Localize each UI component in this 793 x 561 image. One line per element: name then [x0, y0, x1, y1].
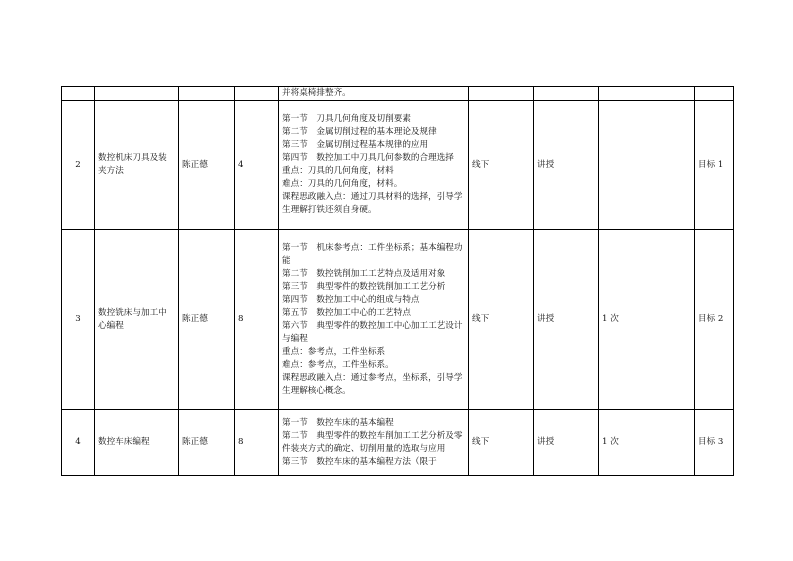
- content-cell: [279, 230, 469, 410]
- chapter-title-cell: [95, 87, 179, 101]
- table-row: [62, 101, 734, 230]
- table-row: [62, 87, 734, 101]
- content-cell: [279, 101, 469, 230]
- content-line: 第一节 机床参考点：工件坐标系；基本编程功能: [282, 242, 463, 266]
- content-line: 第四节 数控加工中心的组成与特点: [282, 294, 420, 305]
- content-line: 第六节 典型零件的数控加工中心加工工艺设计与编程: [282, 320, 463, 344]
- experiment-cell: 1 次: [599, 410, 695, 476]
- teacher-cell: 陈正德: [179, 410, 235, 476]
- table-body: [62, 87, 734, 476]
- teacher-cell: 陈正德: [179, 101, 235, 230]
- content-line: 第一节 数控车床的基本编程: [282, 417, 394, 428]
- row-number-cell: 4: [62, 410, 95, 476]
- content-line: 第三节 典型零件的数控铣削加工工艺分析: [282, 281, 446, 292]
- target-cell: 目标 2: [695, 230, 734, 410]
- course-schedule-table: [61, 86, 734, 476]
- teaching-method-cell: 讲授: [534, 410, 599, 476]
- target-cell: 目标 1: [695, 101, 734, 230]
- content-line: 第二节 典型零件的数控车削加工工艺分析及零件装夹方式的确定、切削用量的选取与应用: [282, 430, 463, 454]
- content-line: 重点：刀具的几何角度，材料: [282, 166, 394, 176]
- content-line: 重点：参考点，工件坐标系: [282, 346, 386, 357]
- target-cell: [695, 87, 734, 101]
- content-line: 第五节 数控加工中心的工艺特点: [282, 307, 411, 318]
- chapter-title-cell: 数控铣床与加工中心编程: [95, 230, 179, 410]
- content-cell: [279, 87, 469, 101]
- content-line: 第一节 刀具几何角度及切削要素: [282, 114, 411, 124]
- content-line: 课程思政融入点：通过刀具材料的选择，引导学生理解打铁还须自身硬。: [282, 192, 463, 215]
- target-cell: 目标 3: [695, 410, 734, 476]
- teaching-mode-cell: [469, 87, 534, 101]
- content-cell: [279, 410, 469, 476]
- teaching-method-cell: 讲授: [534, 230, 599, 410]
- content-line: 第二节 金属切削过程的基本理论及规律: [282, 127, 437, 137]
- hours-cell: 4: [235, 101, 279, 230]
- content-line: 第三节 数控车床的基本编程方法（限于: [282, 456, 437, 467]
- row-number-cell: 2: [62, 101, 95, 230]
- chapter-title-cell: 数控车床编程: [95, 410, 179, 476]
- content-line: 并将桌椅排整齐。: [282, 88, 351, 98]
- teacher-cell: 陈正德: [179, 230, 235, 410]
- table-row: [62, 230, 734, 410]
- table-row: [62, 410, 734, 476]
- teaching-mode-cell: 线下: [469, 101, 534, 230]
- row-number-cell: 3: [62, 230, 95, 410]
- hours-cell: 8: [235, 410, 279, 476]
- content-line: 第二节 数控铣削加工工艺特点及适用对象: [282, 268, 446, 279]
- teaching-method-cell: [534, 87, 599, 101]
- experiment-cell: 1 次: [599, 230, 695, 410]
- content-line: 课程思政融入点：通过参考点，坐标系，引导学生理解核心概念。: [282, 372, 463, 396]
- teaching-method-cell: 讲授: [534, 101, 599, 230]
- experiment-cell: [599, 101, 695, 230]
- teaching-mode-cell: 线下: [469, 230, 534, 410]
- content-line: 难点：刀具的几何角度，材料。: [282, 179, 403, 189]
- content-line: 难点：参考点，工件坐标系。: [282, 359, 394, 370]
- hours-cell: [235, 87, 279, 101]
- hours-cell: 8: [235, 230, 279, 410]
- content-line: 第四节 数控加工中刀具几何参数的合理选择: [282, 153, 454, 163]
- chapter-title-cell: 数控机床刀具及装夹方法: [95, 101, 179, 230]
- content-line: 第三节 金属切削过程基本规律的应用: [282, 140, 429, 150]
- teacher-cell: [179, 87, 235, 101]
- experiment-cell: [599, 87, 695, 101]
- row-number-cell: [62, 87, 95, 101]
- teaching-mode-cell: 线下: [469, 410, 534, 476]
